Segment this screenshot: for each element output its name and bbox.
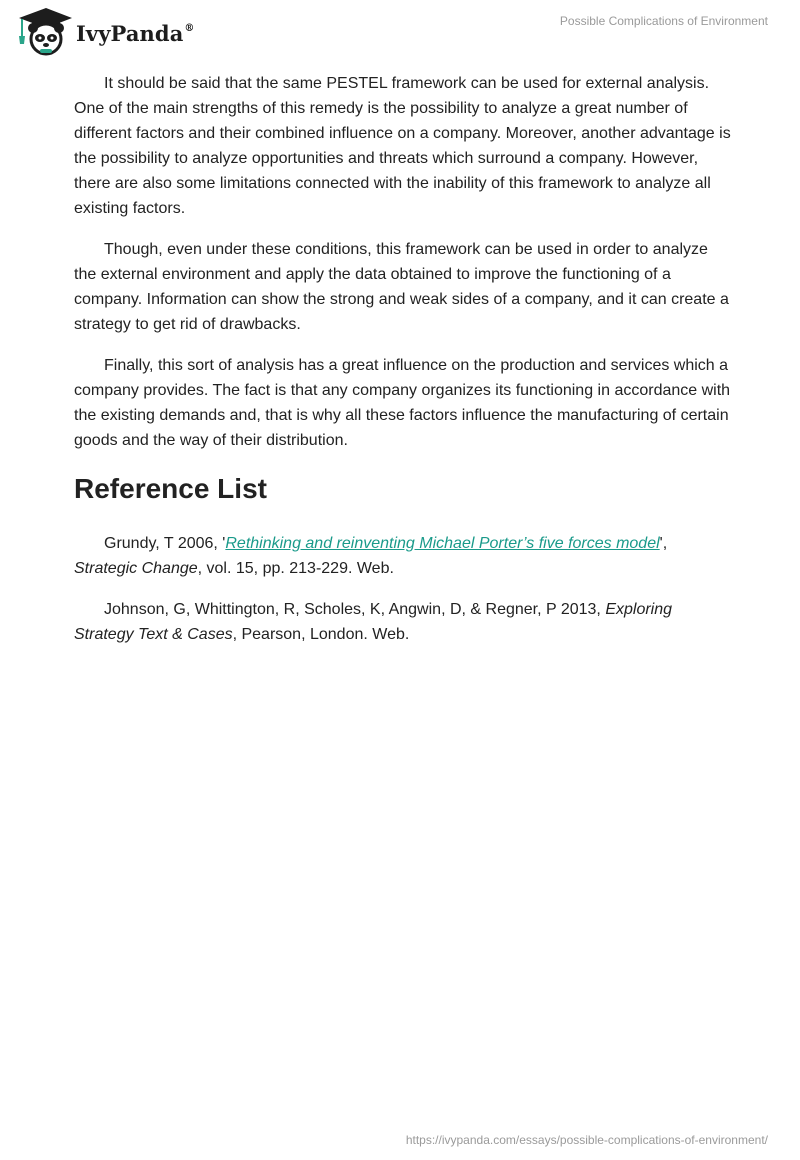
page-header xyxy=(0,0,800,60)
reference-list-heading: Reference List xyxy=(74,473,267,504)
document-body xyxy=(74,71,734,663)
panda-graduate-icon xyxy=(14,6,72,56)
body-paragraph: Finally, this sort of analysis has a great influence on the production and services which a company provides. The fact is that any company organizes its functioning in accordance with the existing demands and, that is why all these factors influence the manufacturing of certain goods and the way of their distribution. xyxy=(74,357,731,449)
ivypanda-logo[interactable] xyxy=(14,6,195,56)
document-title: Possible Complications of Environment xyxy=(559,14,768,28)
source-url: https://ivypanda.com/essays/possible-complications-of-environment/ xyxy=(405,1133,768,1147)
body-paragraph: It should be said that the same PESTEL framework can be used for external analysis. One of the main strengths of this remedy is the possibility to analyze a great number of different factors and their combined influence on a company. Moreover, another advantage is the possibility to analyze opportunities and threats which surround a company. However, there are also some limitations connected with the inability of this framework to analyze all existing factors. xyxy=(74,75,731,217)
reference-link[interactable]: Rethinking and reinventing Michael Porter’s five forces model xyxy=(225,535,660,552)
body-paragraph: Though, even under these conditions, this framework can be used in order to analyze the external environment and apply the data obtained to improve the functioning of a company. Information can show the strong and weak sides of a company, and it can create a strategy to get rid of drawbacks. xyxy=(74,241,729,333)
reference-item: Grundy, T 2006, 'Rethinking and reinventing Michael Porter’s five forces model', Strategic Change, vol. 15, pp. 213-229. Web. xyxy=(74,535,668,577)
reference-item: Johnson, G, Whittington, R, Scholes, K, Angwin, D, & Regner, P 2013, Exploring Strategy Text & Cases, Pearson, London. Web. xyxy=(74,601,673,643)
logo-wordmark: IvyPanda® xyxy=(76,20,195,46)
